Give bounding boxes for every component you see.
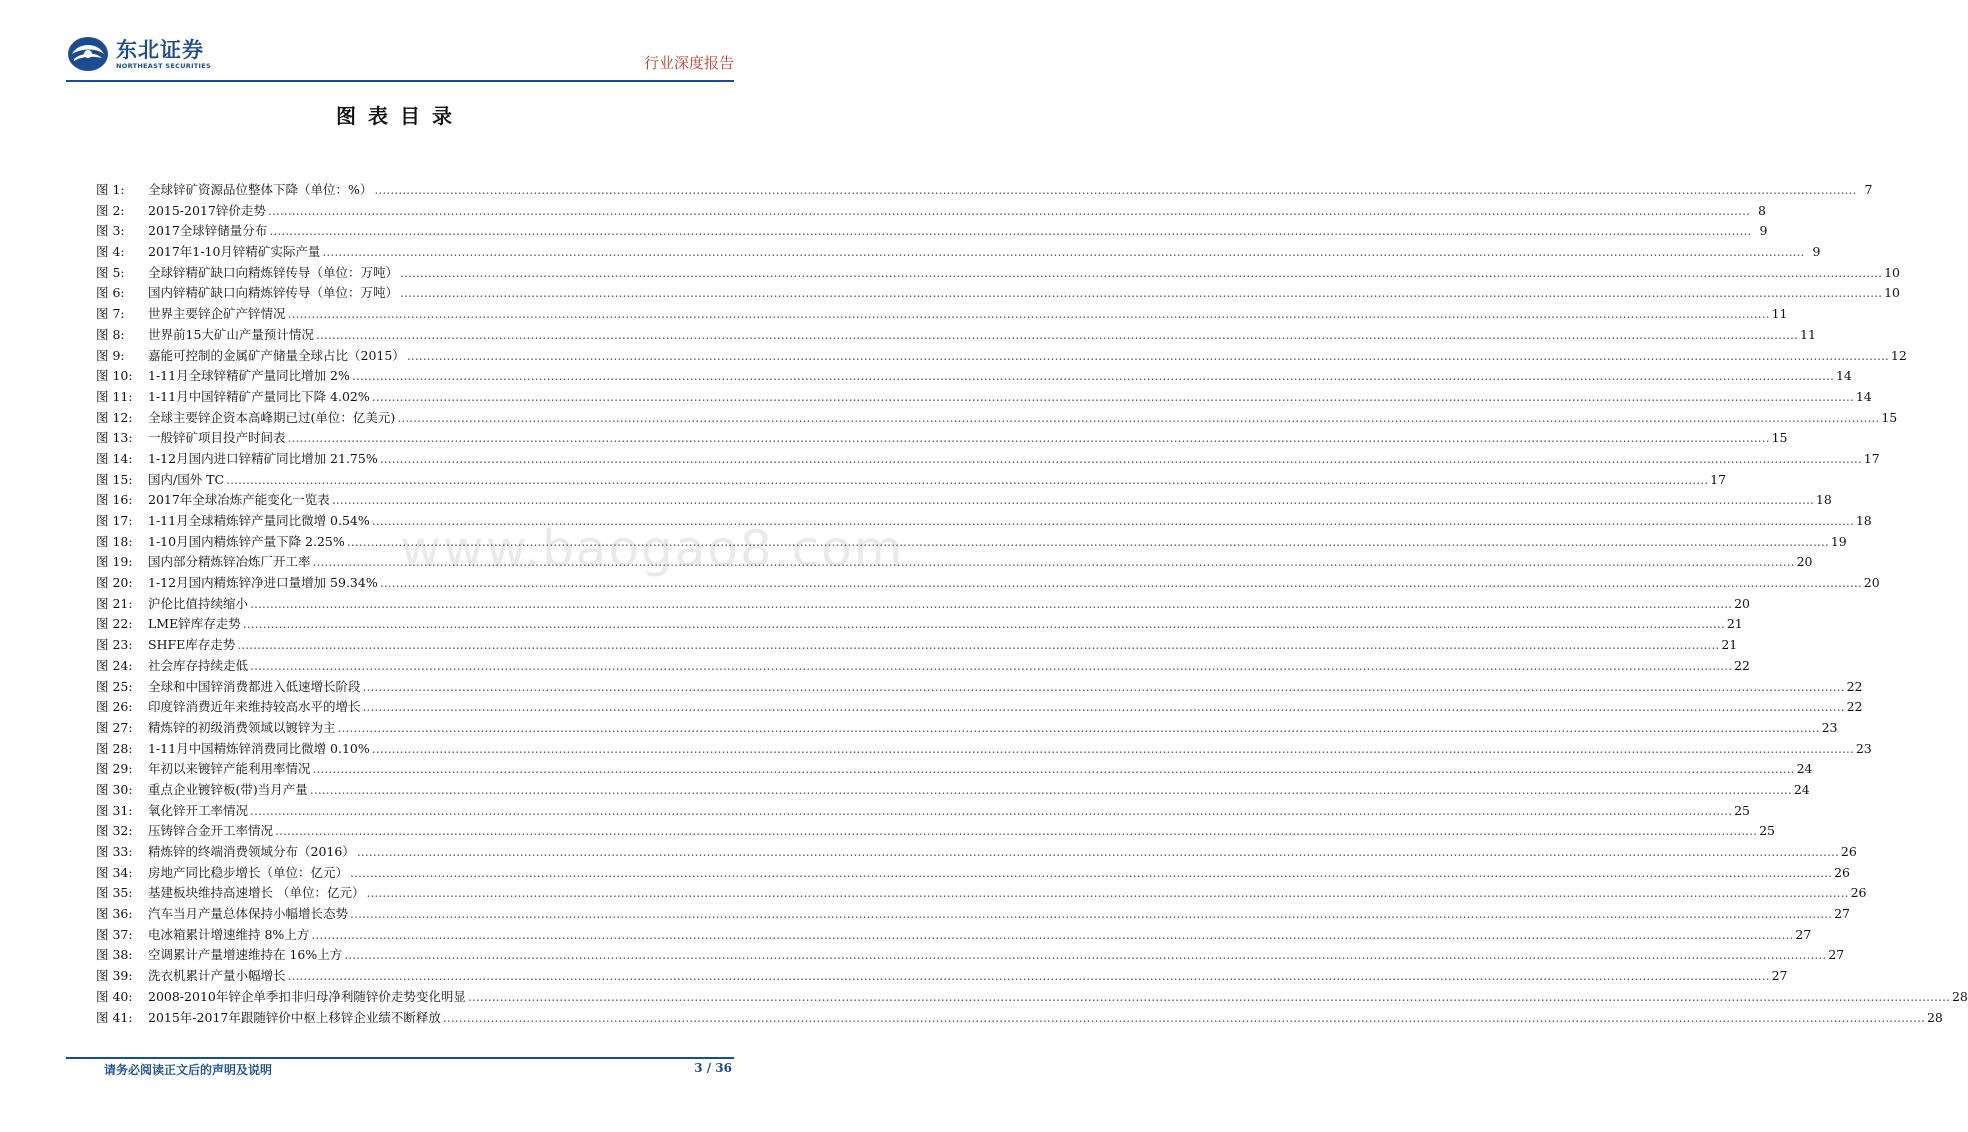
figure-label: 图 4: <box>96 244 125 260</box>
brand-name-en: NORTHEAST SECURITIES <box>116 61 211 70</box>
figure-page-number: 9 <box>1812 244 1821 260</box>
dot-leader <box>275 821 1757 842</box>
brand-name-cn: 东北证券 <box>116 37 204 62</box>
figure-title: 重点企业镀锌板(带)当月产量 <box>148 781 308 797</box>
dot-leader <box>372 739 1854 760</box>
dot-leader <box>226 470 1708 491</box>
toc-entry[interactable] <box>96 842 1857 863</box>
figure-title: 全球主要锌企资本高峰期已过(单位：亿美元) <box>148 409 396 425</box>
figure-title: LME锌库存走势 <box>148 616 241 632</box>
figure-title: 全球锌精矿缺口向精炼锌传导（单位：万吨） <box>148 264 399 280</box>
toc-entry[interactable] <box>96 428 1788 449</box>
figure-label: 图 22: <box>96 616 133 632</box>
figure-title: 2008-2010年锌企单季扣非归母净利随锌价走势变化明显 <box>148 988 466 1004</box>
figure-title: 汽车当月产量总体保持小幅增长态势 <box>148 906 349 922</box>
page-title: 图表目录 <box>336 104 464 128</box>
figure-page-number: 26 <box>1840 844 1857 859</box>
figure-label: 图 20: <box>96 575 133 591</box>
dot-leader <box>397 408 1879 429</box>
figure-label: 图 29: <box>96 761 133 777</box>
toc-entry[interactable] <box>96 573 1880 594</box>
toc-entry[interactable] <box>96 304 1788 325</box>
figure-title: 全球和中国锌消费都进入低速增长阶段 <box>148 678 361 694</box>
figure-page-number: 25 <box>1734 802 1750 818</box>
toc-entry[interactable] <box>96 1008 1943 1029</box>
figure-title: 嘉能可控制的金属矿产储量全球占比（2015） <box>148 347 405 363</box>
figure-label: 图 3: <box>96 223 125 239</box>
toc-entry[interactable] <box>96 801 1750 822</box>
header-divider <box>66 80 734 82</box>
figure-label: 图 27: <box>96 719 133 735</box>
dot-leader <box>443 1008 1925 1029</box>
figure-title: 基建板块维持高速增长 （单位：亿元） <box>148 885 365 901</box>
figure-title: 2015年-2017年跟随锌价中枢上移锌企业绩不断释放 <box>148 1009 441 1025</box>
figure-title: 国内/国外 TC <box>148 471 225 487</box>
figure-page-number: 14 <box>1835 368 1852 384</box>
toc-entry[interactable] <box>96 966 1788 987</box>
figure-page-number: 26 <box>1834 864 1850 880</box>
dot-leader <box>374 180 1856 201</box>
dot-leader <box>250 594 1732 615</box>
toc-entry[interactable] <box>96 759 1813 780</box>
footer-divider <box>66 1057 734 1059</box>
toc-entry[interactable] <box>96 904 1850 925</box>
figure-page-number: 14 <box>1855 388 1872 404</box>
toc-entry[interactable] <box>96 987 1968 1008</box>
dot-leader <box>268 201 1750 222</box>
toc-entry[interactable] <box>96 408 1898 429</box>
figure-page-number: 15 <box>1881 409 1898 425</box>
toc-entry[interactable] <box>96 511 1872 532</box>
figure-label: 图 34: <box>96 864 133 880</box>
toc-entry[interactable] <box>96 242 1821 263</box>
toc-entry[interactable] <box>96 552 1813 573</box>
toc-entry[interactable] <box>96 263 1900 284</box>
dot-leader <box>468 987 1950 1008</box>
figure-label: 图 19: <box>96 554 133 570</box>
dot-leader <box>313 552 1795 573</box>
figure-label: 图 16: <box>96 492 133 508</box>
toc-entry[interactable] <box>96 863 1850 884</box>
figure-label: 图 30: <box>96 781 133 797</box>
figure-label: 图 36: <box>96 906 133 922</box>
dot-leader <box>407 346 1889 367</box>
figure-label: 图 23: <box>96 637 133 653</box>
toc-entry[interactable] <box>96 718 1838 739</box>
company-logo <box>66 34 211 74</box>
figure-label: 图 8: <box>96 326 125 342</box>
toc-entry[interactable] <box>96 883 1867 904</box>
toc-entry[interactable] <box>96 366 1852 387</box>
figure-page-number: 7 <box>1864 182 1873 197</box>
figure-title: 1-11月中国锌精矿产量同比下降 4.02% <box>148 388 370 404</box>
dot-leader <box>288 428 1770 449</box>
figure-label: 图 24: <box>96 657 133 673</box>
figure-page-number: 11 <box>1800 326 1816 342</box>
figure-page-number: 22 <box>1846 699 1863 715</box>
figure-label: 图 9: <box>96 347 125 363</box>
toc-entry[interactable] <box>96 594 1750 615</box>
dot-leader <box>363 677 1845 698</box>
figure-title: 精炼锌的终端消费领域分布（2016） <box>148 844 355 859</box>
table-of-figures <box>96 180 1968 1028</box>
toc-entry[interactable] <box>96 739 1872 760</box>
footer-page-number: 3 / 36 <box>694 1061 732 1075</box>
toc-entry[interactable] <box>96 614 1743 635</box>
figure-label: 图 35: <box>96 885 133 901</box>
toc-entry[interactable] <box>96 387 1872 408</box>
figure-title: 空调累计产量增速维持在 16%上方 <box>148 947 343 963</box>
toc-entry[interactable] <box>96 221 1768 242</box>
dot-leader <box>288 304 1770 325</box>
figure-title: 电冰箱累计增速维持 8%上方 <box>148 926 310 942</box>
dot-leader <box>344 945 1826 966</box>
figure-page-number: 27 <box>1771 968 1788 984</box>
dot-leader <box>400 283 1882 304</box>
figure-title: 1-12月国内进口锌精矿同比增加 21.75% <box>148 450 378 466</box>
figure-page-number: 21 <box>1721 637 1738 653</box>
figure-title: 社会库存持续走低 <box>148 657 249 673</box>
figure-label: 图 12: <box>96 409 133 425</box>
figure-label: 图 28: <box>96 740 133 756</box>
figure-title: 世界前15大矿山产量预计情况 <box>148 326 314 342</box>
toc-entry[interactable] <box>96 656 1750 677</box>
figure-title: 全球锌矿资源品位整体下降（单位：%） <box>148 182 373 197</box>
figure-label: 图 26: <box>96 699 133 715</box>
dot-leader <box>357 842 1839 863</box>
figure-title: 沪伦比值持续缩小 <box>148 595 249 611</box>
figure-page-number: 10 <box>1884 285 1900 301</box>
toc-entry[interactable] <box>96 635 1738 656</box>
figure-page-number: 9 <box>1759 223 1768 239</box>
figure-title: 洗衣机累计产量小幅增长 <box>148 968 286 984</box>
figure-title: 1-11月全球锌精矿产量同比增加 2% <box>148 368 350 384</box>
figure-page-number: 19 <box>1830 533 1847 549</box>
figure-title: 压铸锌合金开工率情况 <box>148 823 274 839</box>
figure-page-number: 23 <box>1855 740 1872 756</box>
dot-leader <box>250 801 1732 822</box>
figure-page-number: 24 <box>1796 761 1813 777</box>
figure-label: 图 32: <box>96 823 133 839</box>
dot-leader <box>350 904 1832 925</box>
toc-entry[interactable] <box>96 201 1766 222</box>
figure-label: 图 5: <box>96 264 125 280</box>
figure-label: 图 7: <box>96 306 125 322</box>
dot-leader <box>311 925 1793 946</box>
figure-title: 1-11月中国精炼锌消费同比微增 0.10% <box>148 740 370 756</box>
dot-leader <box>372 387 1854 408</box>
figure-label: 图 31: <box>96 802 133 818</box>
toc-entry[interactable] <box>96 449 1880 470</box>
figure-label: 图 39: <box>96 968 133 984</box>
figure-label: 图 40: <box>96 988 133 1004</box>
dot-leader <box>400 263 1882 284</box>
toc-entry[interactable] <box>96 180 1873 201</box>
dot-leader <box>363 697 1845 718</box>
figure-title: 国内锌精矿缺口向精炼锌传导（单位：万吨） <box>148 285 399 301</box>
dot-leader <box>316 325 1798 346</box>
figure-label: 图 21: <box>96 595 133 611</box>
figure-title: 年初以来镀锌产能利用率情况 <box>148 761 311 777</box>
dot-leader <box>372 511 1854 532</box>
figure-page-number: 25 <box>1759 823 1775 839</box>
figure-title: 2017年全球冶炼产能变化一览表 <box>148 492 330 508</box>
figure-title: 1-11月全球精炼锌产量同比微增 0.54% <box>148 513 370 528</box>
figure-page-number: 23 <box>1821 719 1838 735</box>
figure-page-number: 22 <box>1846 678 1863 694</box>
toc-entry[interactable] <box>96 490 1832 511</box>
figure-label: 图 10: <box>96 368 133 384</box>
figure-label: 图 18: <box>96 533 133 549</box>
dot-leader <box>380 573 1862 594</box>
dot-leader <box>237 635 1719 656</box>
page-header <box>66 30 734 80</box>
toc-entry[interactable] <box>96 325 1816 346</box>
figure-page-number: 28 <box>1926 1009 1943 1025</box>
figure-title: 2015-2017锌价走势 <box>148 202 266 218</box>
dot-leader <box>243 614 1725 635</box>
watermark: www.baogao8.com <box>400 520 905 578</box>
figure-page-number: 17 <box>1863 450 1880 466</box>
figure-label: 图 2: <box>96 202 125 218</box>
figure-title: 印度锌消费近年来维持较高水平的增长 <box>148 699 361 715</box>
toc-entry[interactable] <box>96 945 1845 966</box>
figure-page-number: 20 <box>1796 554 1813 570</box>
figure-label: 图 6: <box>96 285 125 301</box>
dot-leader <box>380 449 1862 470</box>
figure-title: 房地产同比稳步增长（单位：亿元） <box>148 864 349 880</box>
figure-page-number: 20 <box>1734 595 1750 611</box>
figure-page-number: 27 <box>1795 926 1812 942</box>
toc-entry[interactable] <box>96 821 1775 842</box>
dot-leader <box>310 780 1792 801</box>
figure-page-number: 18 <box>1815 492 1832 508</box>
figure-label: 图 25: <box>96 678 133 694</box>
figure-label: 图 14: <box>96 450 133 466</box>
figure-label: 图 11: <box>96 388 133 404</box>
dot-leader <box>332 490 1814 511</box>
toc-entry[interactable] <box>96 697 1863 718</box>
figure-title: 精炼锌的初级消费领域以镀锌为主 <box>148 719 336 735</box>
figure-page-number: 22 <box>1734 657 1750 673</box>
figure-label: 图 13: <box>96 430 133 446</box>
toc-entry[interactable] <box>96 346 1907 367</box>
toc-entry[interactable] <box>96 532 1847 553</box>
footer-disclaimer: 请务必阅读正文后的声明及说明 <box>104 1063 273 1077</box>
dot-leader <box>350 863 1832 884</box>
figure-page-number: 20 <box>1863 575 1880 591</box>
figure-title: 2017全球锌储量分布 <box>148 223 268 239</box>
figure-label: 图 41: <box>96 1009 133 1025</box>
logo-emblem-icon <box>66 34 110 74</box>
dot-leader <box>338 718 1820 739</box>
figure-label: 图 37: <box>96 926 133 942</box>
figure-label: 图 15: <box>96 471 133 487</box>
figure-page-number: 27 <box>1834 906 1850 922</box>
figure-page-number: 28 <box>1951 988 1968 1004</box>
dot-leader <box>366 883 1848 904</box>
figure-page-number: 21 <box>1726 616 1743 632</box>
figure-page-number: 11 <box>1771 306 1788 322</box>
toc-entry[interactable] <box>96 283 1900 304</box>
figure-title: 1-10月国内精炼锌产量下降 2.25% <box>148 533 345 549</box>
dot-leader <box>322 242 1804 263</box>
figure-title: 世界主要锌企矿产锌情况 <box>148 306 286 322</box>
figure-page-number: 8 <box>1757 202 1766 218</box>
figure-label: 图 1: <box>96 182 125 197</box>
toc-entry[interactable] <box>96 677 1863 698</box>
dot-leader <box>269 221 1751 242</box>
figure-page-number: 24 <box>1793 781 1810 797</box>
figure-title: 国内部分精炼锌冶炼厂开工率 <box>148 554 311 570</box>
figure-label: 图 17: <box>96 513 133 528</box>
report-type-label: 行业深度报告 <box>643 54 734 72</box>
dot-leader <box>347 532 1829 553</box>
figure-label: 图 38: <box>96 947 133 963</box>
figure-title: SHFE库存走势 <box>148 637 236 653</box>
figure-page-number: 12 <box>1890 347 1907 363</box>
figure-title: 1-12月国内精炼锌净进口量增加 59.34% <box>148 575 378 591</box>
toc-entry[interactable] <box>96 470 1727 491</box>
figure-page-number: 27 <box>1828 947 1845 963</box>
toc-entry[interactable] <box>96 780 1810 801</box>
figure-label: 图 33: <box>96 844 133 859</box>
figure-page-number: 17 <box>1710 471 1727 487</box>
figure-title: 一般锌矿项目投产时间表 <box>148 430 286 446</box>
dot-leader <box>288 966 1770 987</box>
figure-page-number: 18 <box>1855 513 1872 528</box>
toc-entry[interactable] <box>96 925 1812 946</box>
dot-leader <box>352 366 1834 387</box>
figure-page-number: 15 <box>1771 430 1788 446</box>
figure-title: 氧化锌开工率情况 <box>148 802 249 818</box>
figure-page-number: 10 <box>1884 264 1900 280</box>
figure-title: 2017年1-10月锌精矿实际产量 <box>148 244 321 260</box>
dot-leader <box>250 656 1732 677</box>
dot-leader <box>313 759 1795 780</box>
figure-page-number: 26 <box>1850 885 1867 901</box>
